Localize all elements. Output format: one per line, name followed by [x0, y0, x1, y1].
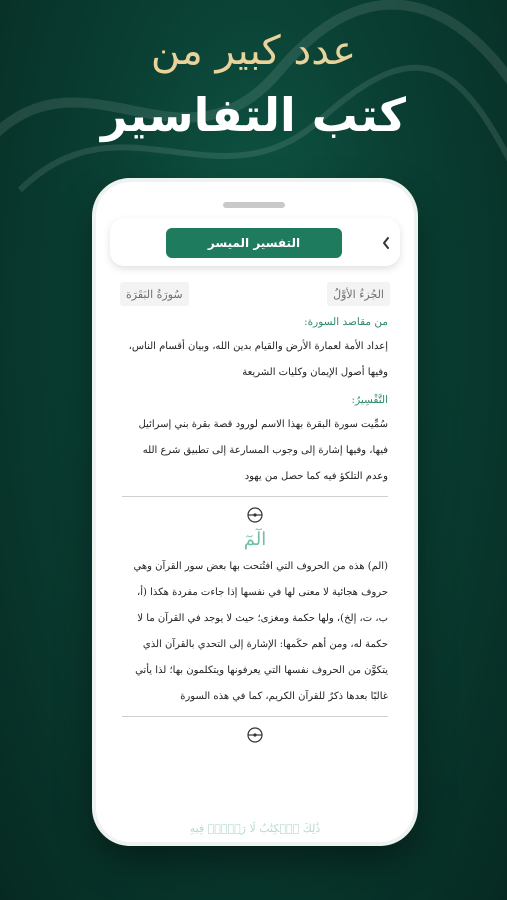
ayah-ornament-icon — [245, 725, 265, 745]
headline-line1: عدد كبير من — [150, 28, 357, 74]
section-divider — [122, 496, 388, 497]
back-button[interactable] — [376, 230, 396, 256]
next-ayah-faded: ذَٰلِكَ ٱلۡكِتَٰبُ لَا رَيۡبَۛ فِيهِ — [189, 822, 321, 835]
ayah-tafsir-text: (الم) هذه من الحروف التي افتُتحت بها بعض سور القرآن وهي حروف هجائية لا معنى لها في نفسها إذا جاءت مفردة هكذا (أ، ب، ت، إلخ)، ولها حكمة ومغزى؛ حيث لا يوجد في القرآن ما لا حكمة له، ومن أهم حكَمها: الإشارة إلى التحدي بالقرآن الذي يتكوَّن من الحروف نفسها التي يعرفونها ويتكلمون بها؛ لذا يأتي غالبًا بعدها ذكرٌ للقرآن الكريم، كما في هذه السورة — [133, 561, 388, 702]
tafsir-content — [122, 316, 388, 747]
objectives-text: إعداد الأمة لعمارة الأرض والقيام بدين الله، وبيان أقسام الناس، وفيها أصول الإيمان وكليات الشريعة — [128, 341, 388, 378]
juz-label: الجُزءُ الأوَّلُ — [327, 282, 390, 306]
ayah-ornament — [122, 503, 388, 527]
headline-line2: كتب التفاسير — [100, 88, 407, 142]
surah-label: سُورَةُ البَقَرَة — [120, 282, 189, 306]
ayah-title: الٓمٓ — [243, 529, 267, 550]
top-bar — [110, 218, 400, 266]
tafsir-selector-button[interactable]: التفسير الميسر — [166, 228, 342, 258]
tafsir-intro-text: سُمِّيت سورة البقرة بهذا الاسم لورود قصة بقرة بني إسرائيل فيها، وفيها إشارة إلى وجوب المسارعة إلى تطبيق شرع الله وعدم التلكؤ فيه كما حصل من يهود — [138, 419, 388, 482]
section-divider-2 — [122, 716, 388, 717]
tafsir-heading: التَّفْسِيرُ: — [351, 394, 388, 406]
page-labels-row — [120, 282, 390, 306]
phone-mockup — [96, 182, 414, 842]
phone-notch — [223, 202, 285, 208]
objectives-heading: من مقاصد السورة: — [304, 316, 388, 328]
chevron-left-icon — [381, 236, 391, 250]
ayah-ornament-2 — [122, 723, 388, 747]
ayah-ornament-icon — [245, 505, 265, 525]
